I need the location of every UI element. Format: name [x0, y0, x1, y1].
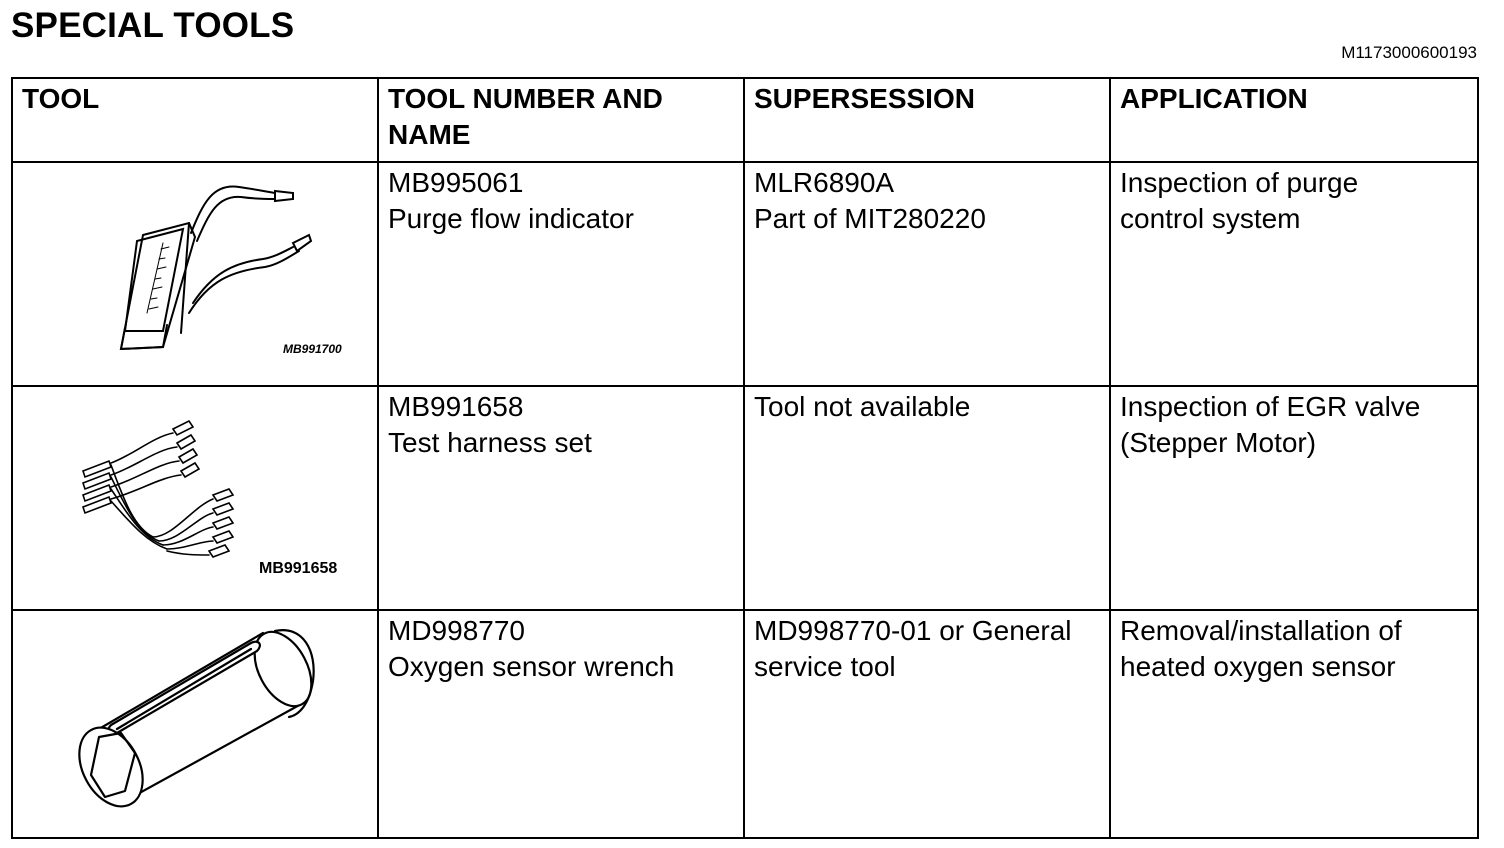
column-header-tool: TOOL [12, 78, 378, 162]
supersession-cell [744, 610, 1110, 838]
tool-number: MD998770 [388, 615, 525, 646]
application-cell [1110, 386, 1478, 610]
tool-number: MB991658 [388, 391, 524, 422]
tool-image-label: MB991700 [283, 342, 342, 356]
table-row [12, 610, 1478, 838]
tool-number-cell [378, 610, 744, 838]
test-harness-set-illustration [13, 387, 379, 609]
application-cell [1110, 610, 1478, 838]
oxygen-sensor-wrench-illustration [13, 611, 379, 837]
column-header-supersession: SUPERSESSION [744, 78, 1110, 162]
supersession-line: MLR6890A [754, 167, 895, 198]
page-title: SPECIAL TOOLS [11, 6, 295, 45]
tool-number: MB995061 [388, 167, 524, 198]
supersession-line: service tool [754, 651, 896, 682]
table-header-row [12, 78, 1478, 162]
tool-number-cell [378, 162, 744, 386]
tool-image-cell [12, 386, 378, 610]
application-line: Inspection of purge [1120, 167, 1359, 198]
tool-image-label: MB991658 [259, 560, 338, 577]
table-row [12, 386, 1478, 610]
application-line: Removal/installation of [1120, 615, 1402, 646]
application-cell [1110, 162, 1478, 386]
application-line: heated oxygen sensor [1120, 651, 1396, 682]
purge-flow-indicator-illustration [13, 163, 379, 385]
supersession-line: Tool not available [754, 391, 971, 422]
supersession-line: Part of MIT280220 [754, 203, 986, 234]
tool-name: Purge flow indicator [388, 203, 634, 234]
table-row [12, 162, 1478, 386]
column-header-tool-number: TOOL NUMBER AND NAME [378, 78, 744, 162]
application-line: Inspection of EGR valve [1120, 391, 1421, 422]
special-tools-table [11, 77, 1479, 839]
supersession-line: MD998770-01 or General [754, 615, 1072, 646]
tool-image-cell [12, 610, 378, 838]
tool-image-cell [12, 162, 378, 386]
supersession-cell [744, 162, 1110, 386]
tool-name: Oxygen sensor wrench [388, 651, 675, 682]
tool-number-cell [378, 386, 744, 610]
application-line: control system [1120, 203, 1301, 234]
application-line: (Stepper Motor) [1120, 427, 1317, 458]
document-id: M1173000600193 [1341, 43, 1477, 62]
supersession-cell [744, 386, 1110, 610]
column-header-application: APPLICATION [1110, 78, 1478, 162]
tool-name: Test harness set [388, 427, 592, 458]
